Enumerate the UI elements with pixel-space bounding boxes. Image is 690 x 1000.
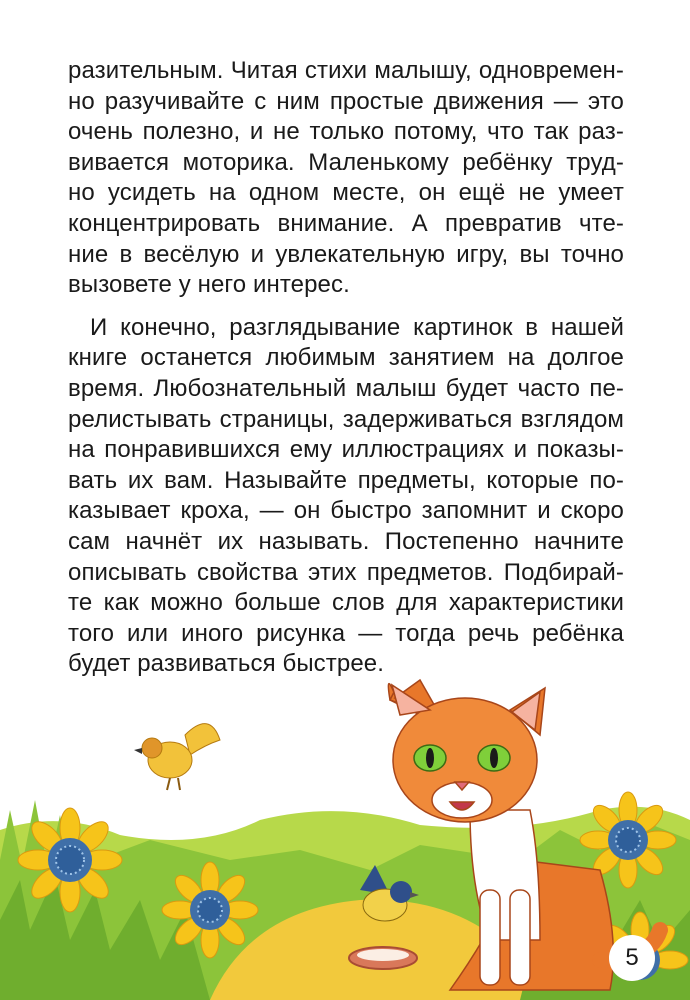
cat-illustration [0,660,690,1000]
text-line: очень полезно, и не только потому, что так раз- [68,118,624,146]
text-line: описывать свойства этих предметов. Подбирай- [68,558,624,586]
text-line: казывает кроха, — он быстро запомнит и скоро [68,497,624,525]
text-line: сам начнёт их называть. Постепенно начните [68,527,624,555]
text-line: те как можно больше слов для характеристики [68,589,624,617]
text-line: концентрировать внимание. А превратив чте- [68,209,624,237]
text-line: время. Любознательный малыш будет часто пе- [68,374,624,402]
text-line: И конечно, разглядывание картинок в нашей [90,313,624,341]
text-line: ние в весёлую и увлекательную игру, вы точно [68,240,624,268]
page-number: 5 [609,935,655,981]
text-line: разительным. Читая стихи малышу, одновремен- [68,57,624,84]
text-line: вать их вам. Называйте предметы, которые по- [68,466,624,494]
paragraph-1 [68,56,624,301]
sunflower-left [18,808,122,912]
text-line: релистывать страницы, задерживаться взглядом [68,405,624,433]
text-line: вивается моторика. Маленькому ребёнку труд- [68,148,624,176]
text-line: книге останется любимым занятием на долгое [68,344,624,372]
text-line: вызовете у него интерес. [68,271,350,299]
text-line: но усидеть на одном месте, он ещё не умеет [68,179,624,207]
text-line: будет развиваться быстрее. [68,650,384,678]
article-text [68,56,624,680]
paragraph-2 [68,313,624,680]
yellow-bird [134,724,220,790]
text-line: на понравившихся ему иллюстрациях и показы- [68,436,624,464]
text-line: но разучивайте с ним простые движения — это [68,87,624,115]
text-line: того или иного рисунка — тогда речь ребёнка [68,619,624,647]
